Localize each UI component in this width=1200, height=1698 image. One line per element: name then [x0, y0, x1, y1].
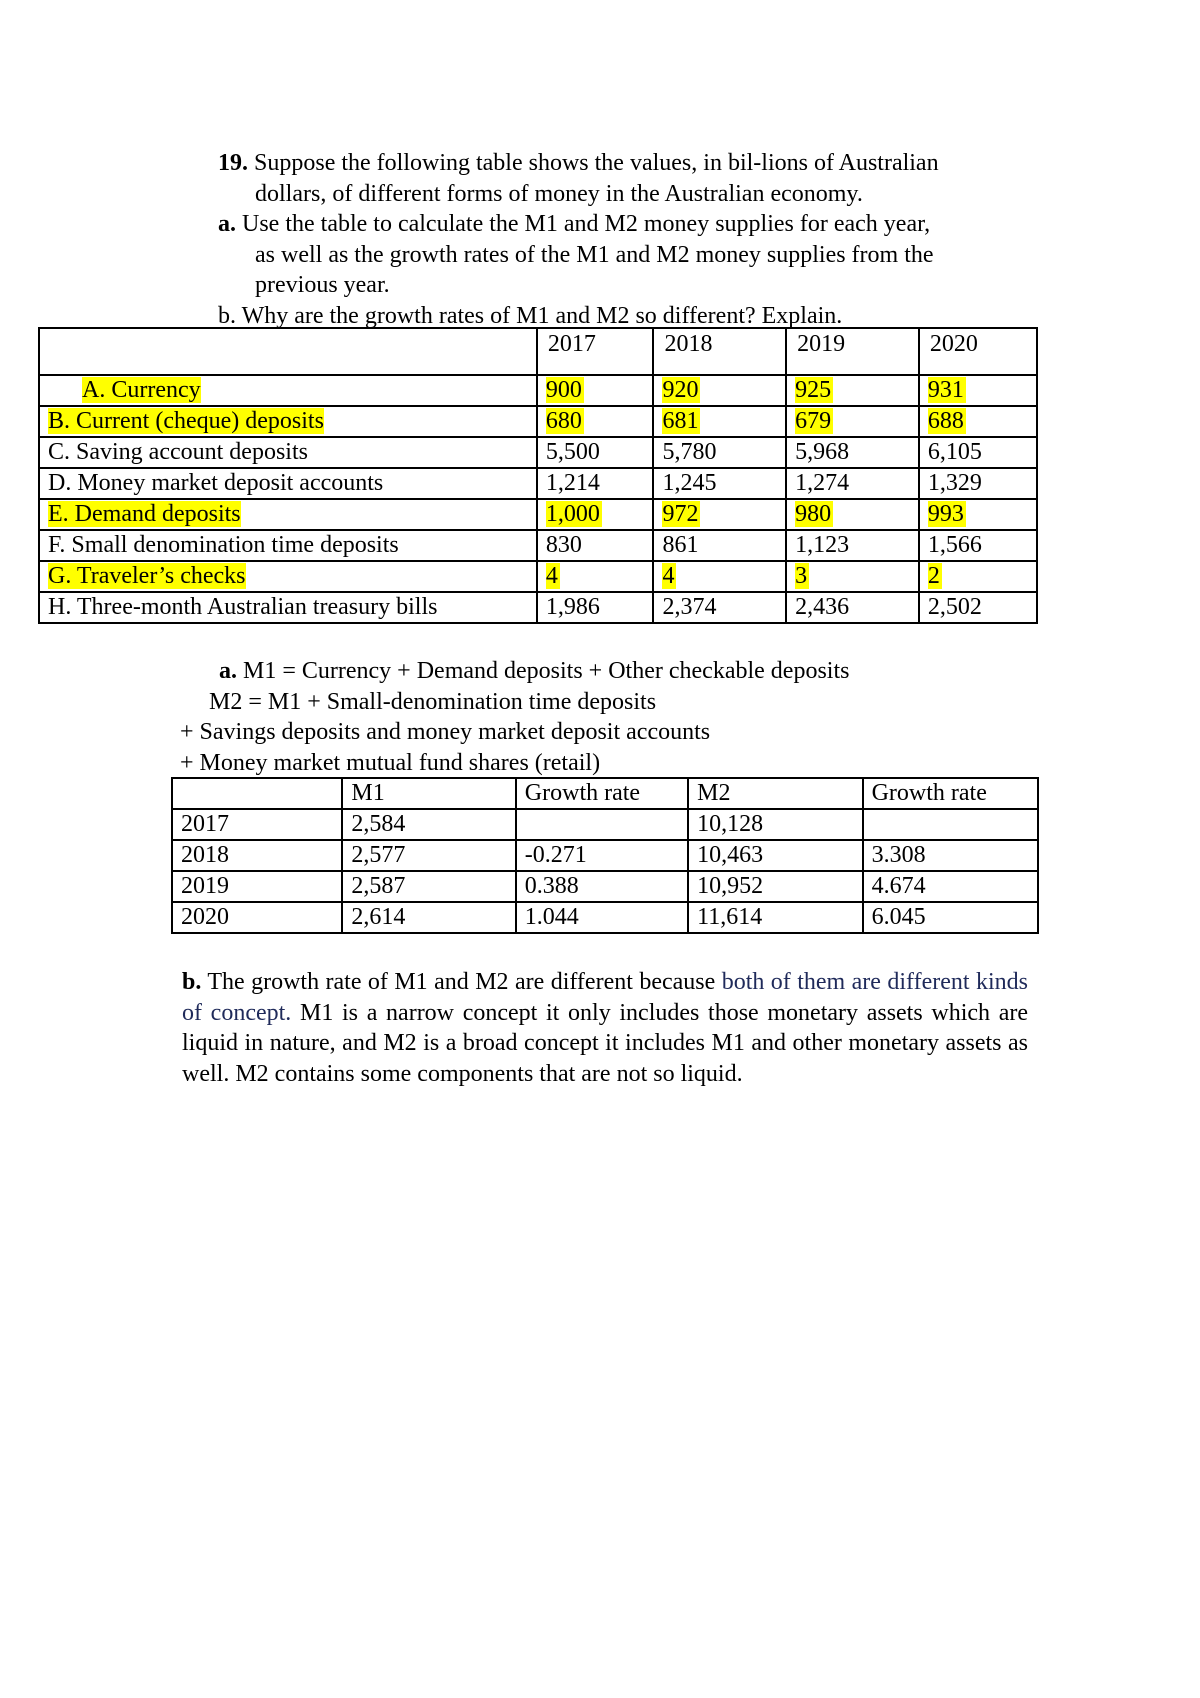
table2-cell: 6.045: [863, 902, 1038, 933]
table2-cell: 10,952: [688, 871, 862, 902]
formula-a-label: a.: [219, 658, 237, 684]
table1-cell: [653, 375, 786, 406]
table1-cell: [653, 530, 786, 561]
table1-cell-value: 679: [795, 408, 832, 434]
answer-b-part-3: M1 is a narrow concept it only includes those monetary assets which are liquid in nature, and M2 is a broad concept it includes M1 and other monetary assets as well. M2 contains some components that are not so liquid.: [182, 999, 1029, 1087]
table1-cell: [919, 468, 1037, 499]
table1-cell: [537, 592, 654, 623]
table2-row: [172, 871, 1038, 902]
table1-cell: [786, 468, 919, 499]
formula-line-3: + Savings deposits and money market deposit accounts: [180, 719, 711, 745]
table1-row: [39, 499, 1037, 530]
table1-cell: [653, 437, 786, 468]
table1-cell: [653, 592, 786, 623]
table1-row-label: [39, 437, 537, 468]
table2-cell: 0.388: [516, 871, 688, 902]
table1-cell-value: 2: [927, 563, 940, 589]
table1-cell: [786, 592, 919, 623]
table2-cell: [863, 809, 1038, 840]
table2-cell: 2,587: [342, 871, 515, 902]
question-number: 19.: [218, 150, 248, 176]
table1-row-label: [39, 406, 537, 437]
table1-cell-value: 1,245: [662, 470, 717, 496]
formula-block: [180, 656, 849, 778]
table1-row: [39, 468, 1037, 499]
table2-cell: 2017: [172, 809, 342, 840]
table1-year-header: 2020: [919, 328, 1037, 375]
table1-cell-value: 681: [662, 408, 699, 434]
table1-row: [39, 561, 1037, 592]
table2-cell: 11,614: [688, 902, 862, 933]
table1-cell: [537, 499, 654, 530]
table1-cell-value: 925: [795, 377, 832, 403]
table2-cell: 2,584: [342, 809, 515, 840]
table1-cell: [653, 406, 786, 437]
table1-row-label: [39, 592, 537, 623]
table1-cell: [919, 530, 1037, 561]
table1-cell: [919, 406, 1037, 437]
table1-cell: [537, 375, 654, 406]
table1-cell: [919, 375, 1037, 406]
table2-cell: -0.271: [516, 840, 688, 871]
table2-cell: [516, 809, 688, 840]
table1-cell: [919, 592, 1037, 623]
table1-row-label-text: H. Three-month Australian treasury bills: [48, 594, 438, 620]
question-a-line-1: [218, 209, 1018, 240]
table1-row: [39, 406, 1037, 437]
table1-cell-value: 4: [662, 563, 675, 589]
table2-header-cell: Growth rate: [863, 778, 1038, 809]
table2-cell: 2020: [172, 902, 342, 933]
table1-cell-value: 2,502: [927, 594, 982, 620]
table1-cell-value: 1,986: [545, 594, 600, 620]
table1-cell-value: 680: [545, 408, 582, 434]
table1-row-label-text: D. Money market deposit accounts: [48, 470, 384, 496]
table1-row: [39, 592, 1037, 623]
table1-cell: [919, 437, 1037, 468]
question-a-text-1: Use the table to calculate the M1 and M2 money supplies for each year,: [236, 211, 931, 237]
table1-cell-value: 4: [545, 563, 558, 589]
table1-row-label-text: E. Demand deposits: [48, 501, 241, 527]
table1-row-label-text: F. Small denomination time deposits: [48, 532, 399, 558]
table1-row-label: [39, 468, 537, 499]
table2-cell: 2019: [172, 871, 342, 902]
table1-cell: [537, 530, 654, 561]
table1-cell-value: 688: [927, 408, 964, 434]
table1-cell: [786, 499, 919, 530]
table1-cell: [653, 499, 786, 530]
formula-line-1: [180, 656, 849, 687]
table1-year-header: 2017: [537, 328, 654, 375]
table2-header-cell: Growth rate: [516, 778, 688, 809]
table1-cell: [653, 561, 786, 592]
question-a-label: a.: [218, 211, 236, 237]
table1-cell: [919, 561, 1037, 592]
table2-header-cell: [172, 778, 342, 809]
table1-cell-value: 1,329: [927, 470, 982, 496]
table1-cell-value: 900: [545, 377, 582, 403]
table2-cell: 2,577: [342, 840, 515, 871]
table1-cell-value: 5,500: [545, 439, 600, 465]
table1-row-label: [39, 530, 537, 561]
table2-cell: 1.044: [516, 902, 688, 933]
table1-cell: [537, 437, 654, 468]
table1-cell-value: 972: [662, 501, 699, 527]
table2-cell: 2018: [172, 840, 342, 871]
table1-cell-value: 2,374: [662, 594, 717, 620]
table1-cell-value: 1,123: [795, 532, 850, 558]
table1-cell-value: 3: [795, 563, 808, 589]
table1-row-label: [39, 499, 537, 530]
table1-cell-value: 861: [662, 532, 699, 558]
formula-m2: M2 = M1 + Small-denomination time deposits: [209, 688, 657, 715]
table1-row-label-text: B. Current (cheque) deposits: [48, 408, 324, 434]
question-b-line: b. Why are the growth rates of M1 and M2 so different? Explain.: [218, 302, 843, 329]
question-a-line-2: as well as the growth rates of the M1 and M2 money supplies from the: [255, 241, 934, 268]
money-supply-table: [171, 777, 1039, 934]
table2-cell: 10,463: [688, 840, 862, 871]
answer-b-part-2: both of them are different kinds of concept.: [182, 969, 1028, 1026]
table1-cell: [537, 561, 654, 592]
table1-cell: [786, 530, 919, 561]
table1-row-label-text: A. Currency: [82, 377, 201, 403]
table1-cell: [919, 499, 1037, 530]
question-line-2: dollars, of different forms of money in the Australian economy.: [255, 180, 863, 207]
table2-cell: 2,614: [342, 902, 515, 933]
question-block: [218, 148, 1018, 331]
table1-cell: [786, 375, 919, 406]
table2-cell: 3.308: [863, 840, 1038, 871]
table1-row-label: [39, 561, 537, 592]
table1-cell-value: 993: [927, 501, 964, 527]
table1-row: [39, 530, 1037, 561]
question-a-line-3: previous year.: [255, 272, 390, 298]
table1-row-label-text: G. Traveler’s checks: [48, 563, 246, 589]
table1-cell: [786, 437, 919, 468]
table1-cell-value: 931: [927, 377, 964, 403]
table1-cell: [786, 561, 919, 592]
table1-row-label: [39, 375, 537, 406]
formula-line-4: + Money market mutual fund shares (retail): [180, 749, 601, 776]
table2-cell: 10,128: [688, 809, 862, 840]
table1-cell-value: 5,780: [662, 439, 717, 465]
table1-cell-value: 1,214: [545, 470, 600, 496]
table1-row-label-text: C. Saving account deposits: [48, 439, 308, 465]
table1-cell: [537, 468, 654, 499]
table1-cell-value: 1,566: [927, 532, 982, 558]
table1-cell-value: 1,274: [795, 470, 850, 496]
table1-cell-value: 2,436: [795, 594, 850, 620]
table2-header-cell: M1: [342, 778, 515, 809]
table1-cell-value: 6,105: [927, 439, 982, 465]
question-text-1: Suppose the following table shows the values, in bil-lions of Australian: [248, 150, 939, 176]
table1-row: [39, 375, 1037, 406]
table1-cell-value: 1,000: [545, 501, 600, 527]
table1-cell: [537, 406, 654, 437]
answer-b: [182, 967, 1028, 1089]
table1-cell-value: 920: [662, 377, 699, 403]
table2-header-cell: M2: [688, 778, 862, 809]
table1-cell-value: 5,968: [795, 439, 850, 465]
table2-row: [172, 902, 1038, 933]
table2-row: [172, 840, 1038, 871]
table1-header-blank: [39, 328, 537, 375]
table2-row: [172, 809, 1038, 840]
table1-header-row: [39, 328, 1037, 375]
table1-cell: [786, 406, 919, 437]
money-forms-table: [38, 327, 1038, 624]
formula-m1: M1 = Currency + Demand deposits + Other checkable deposits: [237, 658, 850, 684]
table1-cell-value: 980: [795, 501, 832, 527]
table1-cell-value: 830: [545, 532, 582, 558]
table1-year-header: 2019: [786, 328, 919, 375]
table1-year-header: 2018: [653, 328, 786, 375]
table2-cell: 4.674: [863, 871, 1038, 902]
table1-row: [39, 437, 1037, 468]
table2-header-row: [172, 778, 1038, 809]
question-line-1: [218, 148, 1018, 179]
answer-b-label: b.: [182, 969, 202, 995]
answer-b-part-1: The growth rate of M1 and M2 are different because: [201, 969, 722, 995]
table1-cell: [653, 468, 786, 499]
